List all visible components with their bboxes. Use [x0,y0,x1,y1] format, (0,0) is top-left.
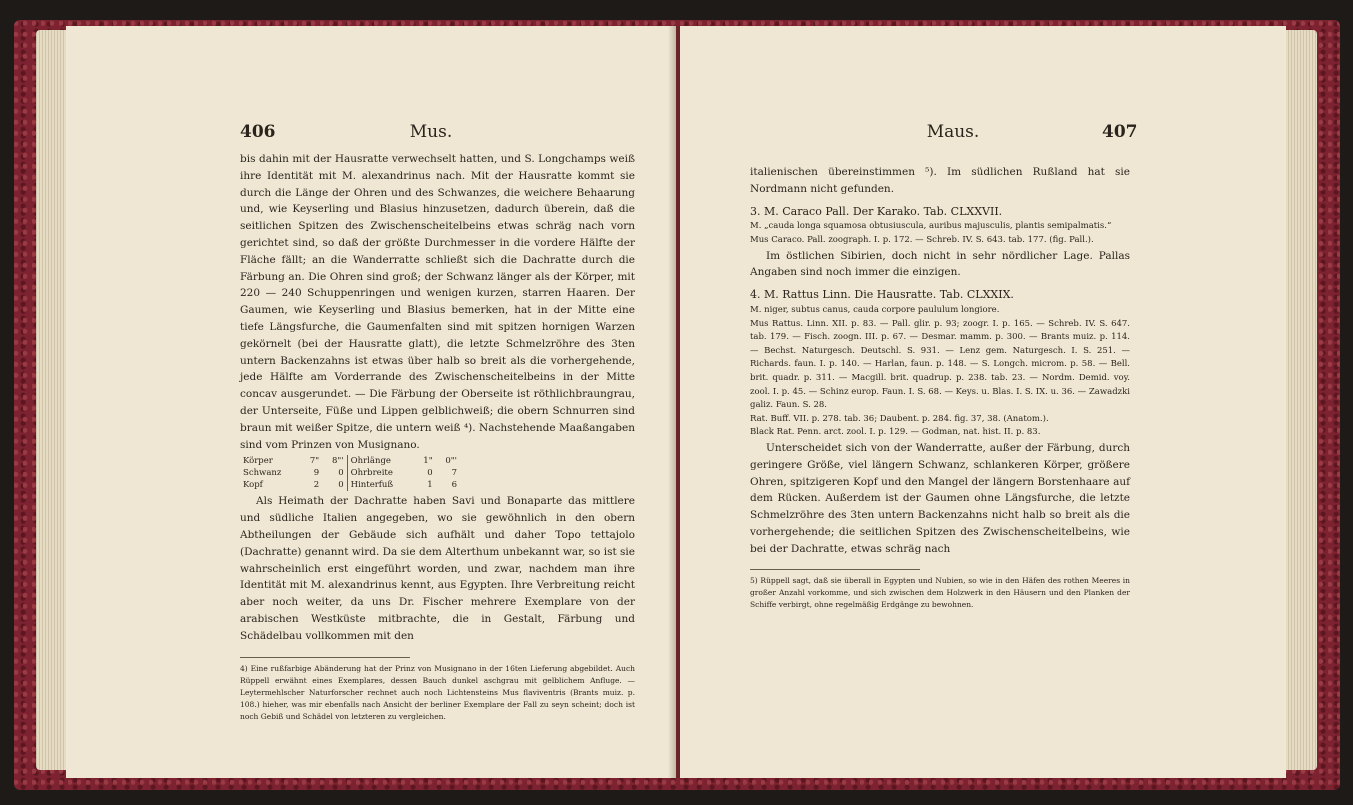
table-cell: 8"' [332,456,344,467]
right-page-header [680,122,1286,144]
references: Rat. Buff. VII. p. 278. tab. 36; Daubent. p. 284. fig. 37, 38. (Anatom.). [750,413,1049,424]
left-page-body [240,151,635,723]
table-cell: Ohrlänge [347,455,414,467]
table-cell: 0 [427,468,433,479]
table-cell: 2 [313,480,320,491]
table-cell: Schwanz [243,468,282,479]
paragraph: bis dahin mit der Hausratte verwechselt hatten, und S. Longchamps weiß ihre Identität mit M. alexandrinus nach. Mit der Hausratte kommt sie durch die Länge der Ohren und des Schwanzes, die weichere Behaarung und, wie Keyserling und Blasius hinzusetzen, dadurch überein, daß die seitlichen Spitzen des Zwischenscheitelbeins etwas schräg nach vorn gerichtet sind, so daß der größte Durchmesser in die vordere Hälfte der Fläche fällt; an die Wanderratte schließt sich die Dachratte durch die Färbung an. Die Ohren sind groß; der Schwanz länger als der Körper, mit 220 — 240 Schuppenringen und wenigen kurzen, starren Haaren. Der Gaumen, wie Keyserling und Blasius bemerken, hat in der Mitte eine tiefe Längsfurche, die Gaumenfalten sind mit spitzen hornigen Warzen gekörnelt (bei der Hausratte glatt), die letzte Schmelzröhre des 3ten untern Backenzahns ist etwas über halb so breit als die vorhergehende, jede Hälfte am Vorderrande des Zwischenscheitelbeins in der Mitte concav ausgerundet. — Die Färbung der Oberseite ist röthlichbraungrau, der Unterseite, Füße und Lippen gelblichweiß; die obern Schnurren sind braun mit weißer Spitze, die untern weiß ⁴). Nachstehende Maaßangaben sind vom Prinzen von Musignano. [240,153,635,451]
footnote-rule [750,569,920,570]
table-cell: 7" [309,456,320,467]
diagnosis: M. niger, subtus canus, cauda corpore paululum longiore. [750,304,1000,315]
table-row [240,467,460,479]
table-cell: Kopf [243,480,263,491]
table-cell: 1" [423,456,433,467]
table-cell: 6 [451,480,457,491]
footnote-rule [240,657,410,658]
page-number: 407 [1102,122,1138,142]
footnote: 5) Rüppell sagt, daß sie überall in Egypten und Nubien, so wie in den Häfen des rothen Meeres in großer Anzahl vorkomme, und sich zwischen dem Holzwerk in den Häusern und den Planken der Schiffe verbirgt, ohne regelmäßig Erdgänge zu bewohnen. [750,576,1130,610]
table-cell: 0 [338,480,344,491]
references: Mus Rattus. Linn. XII. p. 83. — Pall. glir. p. 93; zoogr. I. p. 165. — Schreb. IV. S. 647. tab. 179. — Fisch. zoogn. III. p. 67. — Desmar. mamm. p. 300. — Brants muiz. p. 114. — Bechst. Naturgesch. Deutschl. S. 931. — Lenz gem. Naturgesch. I. S. 251. — Richards. faun. I. p. 140. — Harlan, faun. p. 148. — S. Longch. microm. p. 58. — Bell. brit. quadr. p. 311. — Macgill. brit. quadrup. p. 238. tab. 23. — Nordm. Demid. voy. zool. I. p. 45. — Schinz europ. Faun. I. S. 68. — Keys. u. Blas. I. S. IX. u. 36. — Zawadzki galiz. Faun. S. 28. [750,318,1130,411]
page-number: 406 [240,122,276,142]
references: Black Rat. Penn. arct. zool. I. p. 129. — Godman, nat. hist. II. p. 83. [750,427,1041,438]
footnote: 4) Eine rußfarbige Abänderung hat der Prinz von Musignano in der 16ten Lieferung abgebildet. Auch Rüppell erwähnt eines Exemplares, dessen Bauch dunkel aschgrau mit gelblichem Anfluge. — Leytermehlscher Naturforscher rechnet auch noch Lichtensteins Mus flaviventris (Brants muiz. p. 108.) hieher, was mir ebenfalls nach Ansicht der berliner Exemplare der Fall zu seyn scheint; doch ist noch Gebiß und Schädel von letzteren zu vergleichen. [240,663,635,721]
table-cell: Hinterfuß [347,479,414,491]
page-edges-right [1283,30,1317,770]
running-title: Mus. [409,122,453,142]
paragraph: Als Heimath der Dachratte haben Savi und Bonaparte das mittlere und südliche Italien angegeben, wo sie gewöhnlich in den obern Abtheilungen der Gebäude sich aufhält und daher Topo tettajolo (Dachratte) genannt wird. Da sie dem Alterthum unbekannt war, so ist sie wahrscheinlich erst eingeführt worden, und zwar, nachdem man ihre Identität mit M. alexandrinus kennt, aus Egypten. Ihre Verbreitung reicht aber noch weiter, da uns Dr. Fischer mehrere Exemplare von der arabischen Westküste mitbrachte, die in Gestalt, Färbung und Schädelbau vollkommen mit den [240,495,635,642]
section-heading: 3. M. Caraco Pall. Der Karako. Tab. CLXXVII. [750,204,1003,218]
paragraph: Unterscheidet sich von der Wanderratte, außer der Färbung, durch geringere Größe, viel längern Schwanz, schlankeren Körper, größere Ohren, spitzigeren Kopf und den Mangel der längern Borstenhaare auf dem Rücken. Außerdem ist der Gaumen ohne Längsfurche, die letzte Schmelzröhre des 3ten untern Backenzahns nicht halb so breit als die vorhergehende; die seitlichen Spitzen des Zwischenscheitelbeins, wie bei der Dachratte, etwas schräg nach [750,441,1130,555]
left-page-header [66,122,676,144]
table-cell: Körper [243,456,273,467]
table-cell: 0"' [445,456,457,467]
running-title: Maus. [926,122,980,142]
table-row [240,455,460,467]
section-heading: 4. M. Rattus Linn. Die Hausratte. Tab. CLXXIX. [750,288,1014,302]
measurements-table [240,455,460,491]
diagnosis: M. „cauda longa squamosa obtusiuscula, auribus majusculis, plantis semipalmatis.“ [750,221,1112,232]
table-cell: 7 [451,468,457,479]
table-cell: Ohrbreite [347,467,414,479]
right-page-body [750,164,1130,611]
table-cell: 9 [313,468,320,479]
paragraph: Im östlichen Sibirien, doch nicht in sehr nördlicher Lage. Pallas Angaben sind noch immer die einzigen. [750,249,1130,279]
right-page [680,26,1286,778]
table-row [240,479,460,491]
paragraph: italienischen übereinstimmen ⁵). Im südlichen Rußland hat sie Nordmann nicht gefunden. [750,166,1130,195]
table-cell: 1 [427,480,433,491]
references: Mus Caraco. Pall. zoograph. I. p. 172. — Schreb. IV. S. 643. tab. 177. (fig. Pall.). [750,234,1094,245]
table-cell: 0 [338,468,344,479]
left-page [66,26,676,778]
